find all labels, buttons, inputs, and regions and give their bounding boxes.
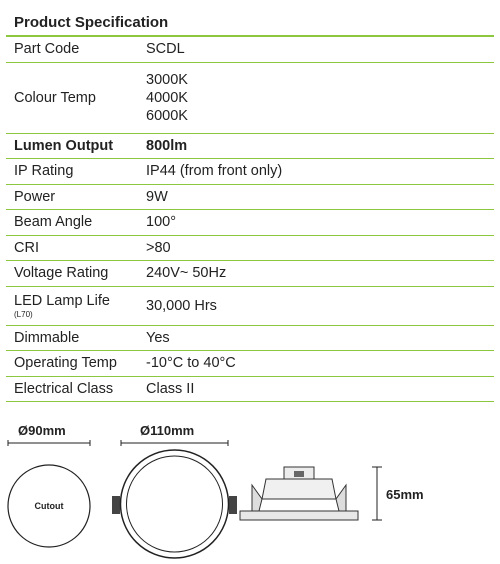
table-row bbox=[6, 133, 494, 159]
row-value: Yes bbox=[146, 329, 170, 346]
row-value: IP44 (from front only) bbox=[146, 163, 283, 180]
table-row bbox=[6, 376, 494, 402]
side-housing bbox=[262, 479, 336, 499]
row-value: 30,000 Hrs bbox=[146, 297, 217, 314]
row-value: 6000K bbox=[146, 107, 188, 124]
row-label: Power bbox=[14, 188, 56, 205]
row-label: Lumen Output bbox=[14, 137, 114, 154]
table-row bbox=[6, 286, 494, 325]
table-row bbox=[6, 351, 494, 377]
row-label: Voltage Rating bbox=[14, 265, 109, 282]
side-connector bbox=[294, 471, 304, 477]
row-value: 100° bbox=[146, 214, 176, 231]
row-value: 4000K bbox=[146, 89, 188, 106]
downlight-bezel bbox=[121, 450, 229, 558]
row-value: >80 bbox=[146, 239, 171, 256]
row-value: 9W bbox=[146, 188, 168, 205]
row-value: -10°C to 40°C bbox=[146, 355, 236, 372]
row-label: IP Rating bbox=[14, 163, 74, 180]
row-value: Class II bbox=[146, 380, 195, 397]
row-sublabel: (L70) bbox=[14, 309, 33, 319]
spec-title-row bbox=[6, 10, 494, 36]
cutout-diameter-label: Ø90mm bbox=[18, 423, 66, 438]
cutout-label: Cutout bbox=[34, 501, 64, 511]
spring-clip-left bbox=[112, 496, 120, 514]
dimension-diagram bbox=[0, 415, 500, 564]
row-value-list bbox=[138, 62, 494, 133]
table-row bbox=[6, 36, 494, 62]
row-label: Operating Temp bbox=[14, 355, 117, 372]
row-label: Beam Angle bbox=[14, 214, 93, 231]
row-label: LED Lamp Life bbox=[14, 292, 110, 309]
row-value: 3000K bbox=[146, 71, 188, 88]
side-trim bbox=[240, 511, 358, 520]
row-label: Dimmable bbox=[14, 329, 80, 346]
row-value: 800lm bbox=[146, 137, 188, 154]
table-row bbox=[6, 62, 494, 133]
outer-diameter-label: Ø110mm bbox=[140, 423, 195, 438]
table-row bbox=[6, 159, 494, 185]
row-label: Colour Temp bbox=[14, 89, 96, 106]
spring-clip-right bbox=[229, 496, 237, 514]
spec-table bbox=[6, 10, 494, 402]
row-value: 240V~ 50Hz bbox=[146, 265, 227, 282]
height-label: 65mm bbox=[386, 487, 424, 502]
table-row bbox=[6, 325, 494, 351]
row-label: Part Code bbox=[14, 41, 80, 58]
row-label: Electrical Class bbox=[14, 380, 114, 397]
table-row bbox=[6, 184, 494, 210]
row-value: SCDL bbox=[146, 41, 185, 58]
table-row bbox=[6, 235, 494, 261]
spec-title: Product Specification bbox=[14, 14, 169, 31]
row-label: CRI bbox=[14, 239, 39, 256]
table-row bbox=[6, 210, 494, 236]
row-label-cell bbox=[6, 286, 138, 325]
table-row bbox=[6, 261, 494, 287]
